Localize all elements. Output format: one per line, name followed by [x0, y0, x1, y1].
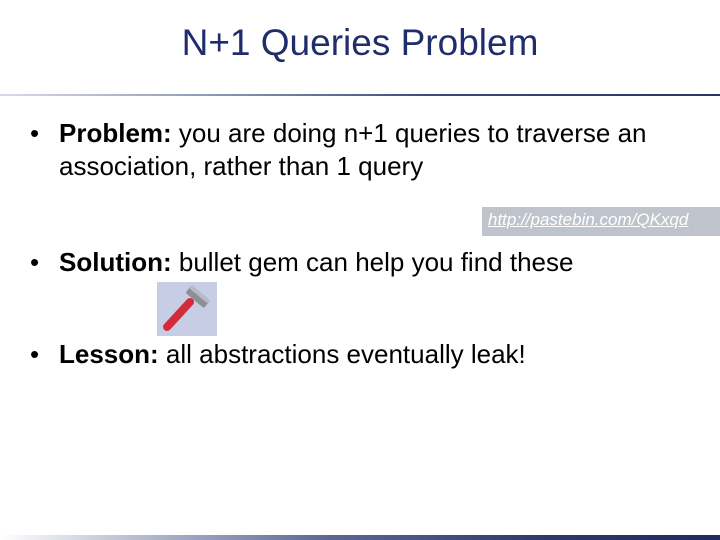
- bullet-marker: •: [30, 118, 40, 148]
- bullet-text-solution: bullet gem can help you find these: [171, 247, 574, 277]
- bullet-text-problem: you are doing n+1 queries to traverse an association, rather than 1 query: [59, 118, 647, 181]
- hammer-icon: [157, 282, 217, 336]
- bullet-lesson: [30, 338, 710, 371]
- bullet-solution: [30, 246, 710, 279]
- bullet-text-lesson: all abstractions eventually leak!: [158, 339, 526, 369]
- bullet-marker: •: [30, 339, 40, 369]
- bullet-label-solution: Solution:: [59, 247, 172, 277]
- bullet-problem: [30, 117, 710, 183]
- title-divider: [0, 94, 720, 96]
- slide-title: N+1 Queries Problem: [181, 22, 539, 63]
- bullet-label-lesson: Lesson:: [59, 339, 159, 369]
- pastebin-link-box[interactable]: [482, 207, 720, 236]
- bullet-marker: •: [30, 247, 40, 277]
- bullet-label-problem: Problem:: [59, 118, 172, 148]
- bottom-divider: [0, 535, 720, 540]
- pastebin-link[interactable]: http://pastebin.com/QKxqd: [488, 210, 689, 229]
